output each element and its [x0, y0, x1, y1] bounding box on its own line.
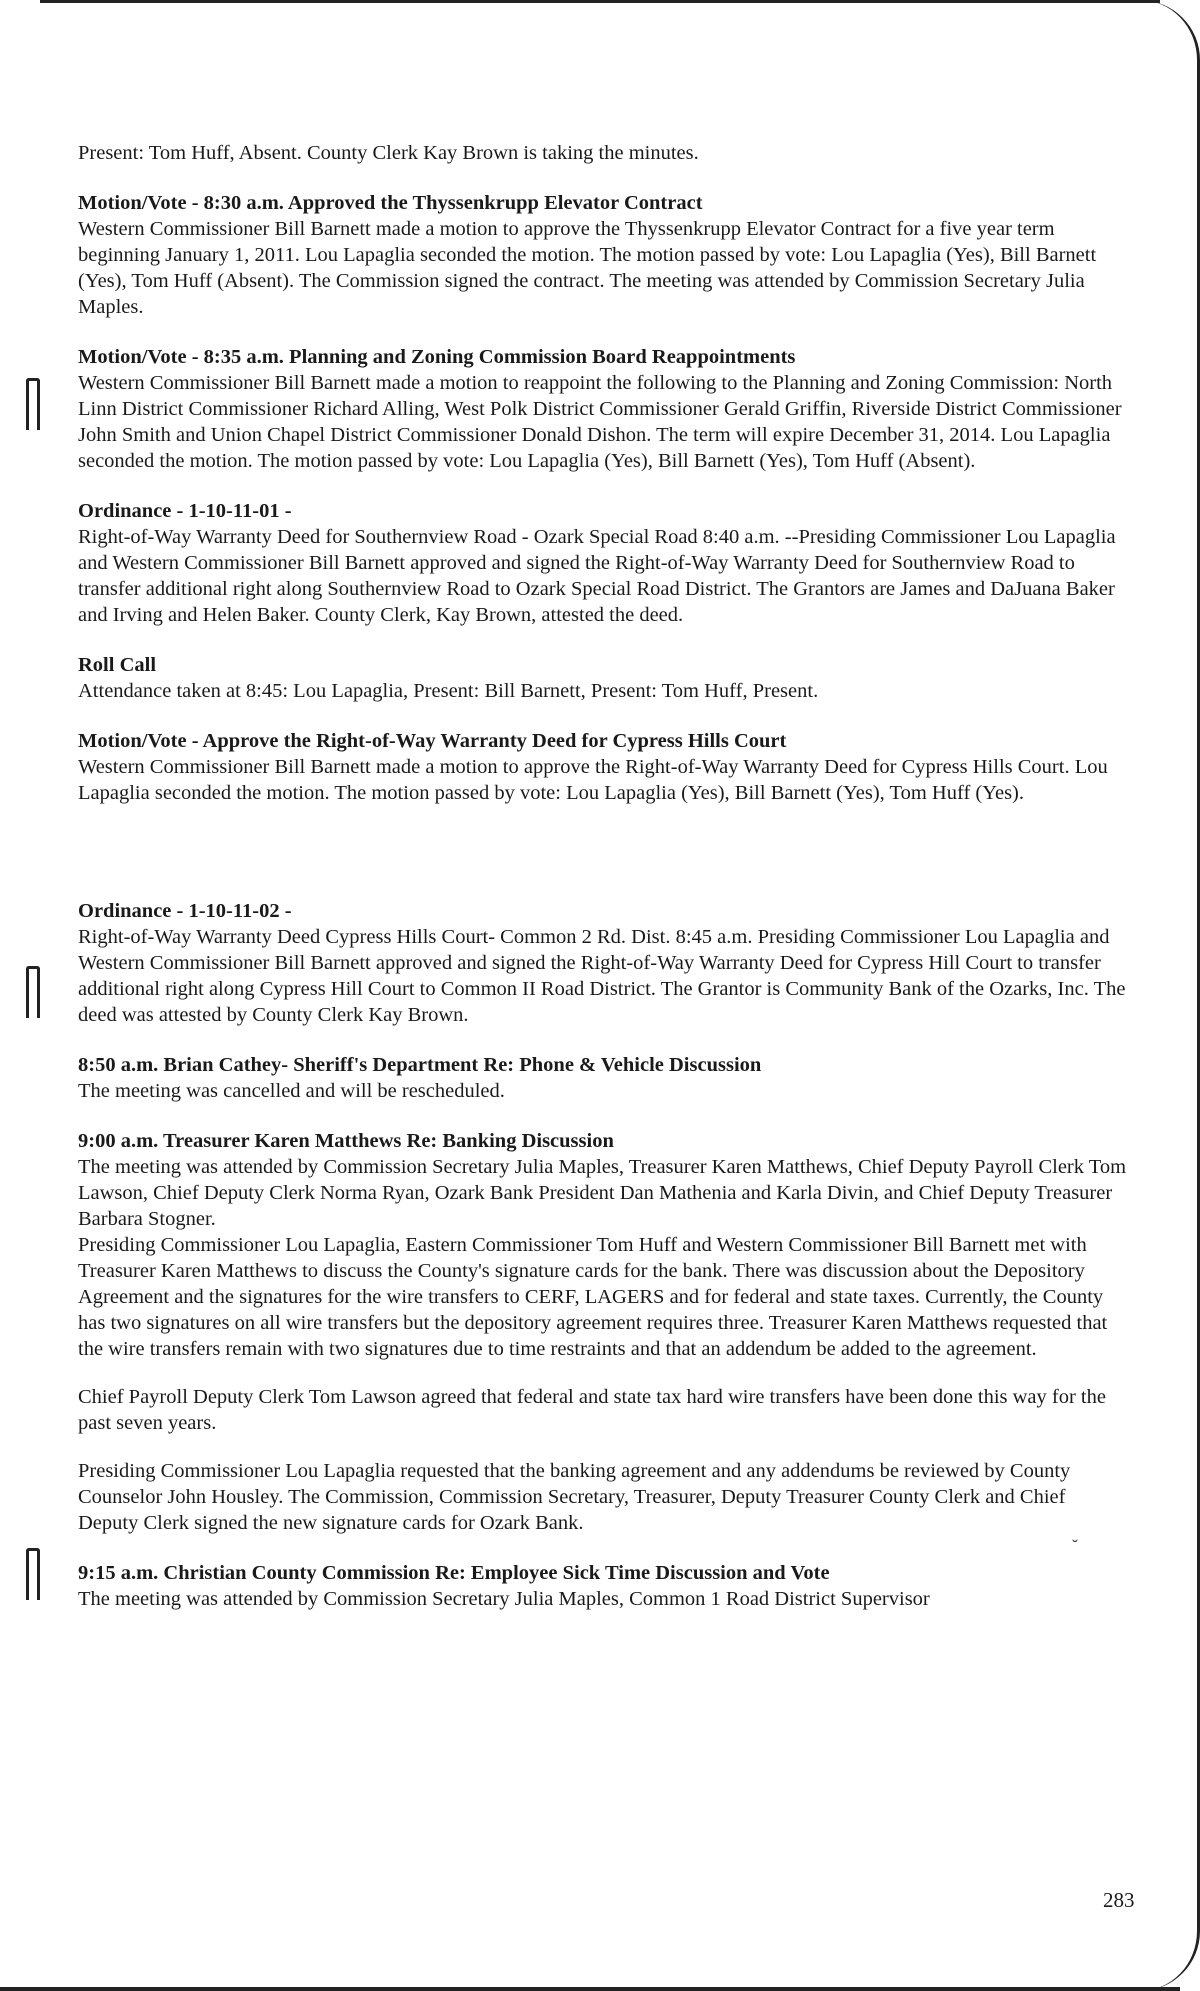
section-sheriff [78, 1052, 1128, 1104]
section-paragraph: Attendance taken at 8:45: Lou Lapaglia, Present: Bill Barnett, Present: Tom Huff, Present. [78, 680, 819, 702]
section-cypress-hills-vote [78, 728, 1128, 806]
section-paragraph: The meeting was attended by Commission Secretary Julia Maples, Common 1 Road District Supervisor [78, 1588, 930, 1610]
minutes-body [78, 140, 1128, 1636]
section-ordinance-02 [78, 898, 1128, 1028]
section-paragraph: Right-of-Way Warranty Deed Cypress Hills Court- Common 2 Rd. Dist. 8:45 a.m. Presiding Commissioner Lou Lapaglia and Western Commissioner Bill Barnett approved and signed the Right-of-Way Warranty Deed for Cypress Hill Court to transfer additional right along Cypress Hill Court to Common II Road District. The Grantor is Community Bank of the Ozarks, Inc. The deed was attested by County Clerk Kay Brown. [78, 926, 1126, 1026]
pen-mark: ˘ [1072, 1536, 1078, 1556]
section-planning-zoning [78, 344, 1128, 474]
section-banking [78, 1128, 1128, 1536]
section-paragraph: Western Commissioner Bill Barnett made a motion to reappoint the following to the Planning and Zoning Commission: North Linn District Commissioner Richard Alling, West Polk District Commissioner Gerald Griffin, Riverside District Commissioner John Smith and Union Chapel District Commissioner Donald Dishon. The term will expire December 31, 2014. Lou Lapaglia seconded the motion. The motion passed by vote: Lou Lapaglia (Yes), Bill Barnett (Yes), Tom Huff (Absent). [78, 372, 1122, 472]
page-top-edge [40, 0, 1160, 3]
section-heading: 9:00 a.m. Treasurer Karen Matthews Re: Banking Discussion [78, 1130, 614, 1152]
section-heading: Ordinance - 1-10-11-01 - [78, 500, 292, 522]
intro-text: Present: Tom Huff, Absent. County Clerk Kay Brown is taking the minutes. [78, 142, 699, 164]
margin-bracket-mark [26, 1548, 40, 1600]
section-paragraph: Presiding Commissioner Lou Lapaglia requested that the banking agreement and any addendums be reviewed by County Counselor John Housley. The Commission, Commission Secretary, Treasurer, Deputy Treasurer County Clerk and Chief Deputy Clerk signed the new signature cards for Ozark Bank. [78, 1460, 1071, 1534]
section-sick-time [78, 1560, 1128, 1612]
margin-bracket-mark [26, 378, 40, 430]
section-paragraph: The meeting was cancelled and will be rescheduled. [78, 1080, 505, 1102]
margin-bracket-mark [26, 966, 40, 1018]
section-paragraph: Western Commissioner Bill Barnett made a motion to approve the Thyssenkrupp Elevator Contract for a five year term beginning January 1, 2011. Lou Lapaglia seconded the motion. The motion passed by vote: Lou Lapaglia (Yes), Bill Barnett (Yes), Tom Huff (Absent). The Commission signed the contract. The meeting was attended by Commission Secretary Julia Maples. [78, 218, 1097, 318]
section-heading: Motion/Vote - 8:30 a.m. Approved the Thyssenkrupp Elevator Contract [78, 192, 703, 214]
section-paragraph: Western Commissioner Bill Barnett made a motion to approve the Right-of-Way Warranty Deed for Cypress Hills Court. Lou Lapaglia seconded the motion. The motion passed by vote: Lou Lapaglia (Yes), Bill Barnett (Yes), Tom Huff (Yes). [78, 756, 1108, 804]
section-elevator-contract [78, 190, 1128, 320]
page-number: 283 [1103, 1888, 1135, 1912]
section-roll-call [78, 652, 1128, 704]
section-heading: 8:50 a.m. Brian Cathey- Sheriff's Department Re: Phone & Vehicle Discussion [78, 1054, 762, 1076]
section-heading: Ordinance - 1-10-11-02 - [78, 900, 292, 922]
section-paragraph: The meeting was attended by Commission Secretary Julia Maples, Treasurer Karen Matthews, Chief Deputy Payroll Clerk Tom Lawson, Chief Deputy Clerk Norma Ryan, Ozark Bank President Dan Mathenia and Karla Divin, and Chief Deputy Treasurer Barbara Stogner. [78, 1156, 1127, 1230]
section-heading: Motion/Vote - 8:35 a.m. Planning and Zoning Commission Board Reappointments [78, 346, 796, 368]
section-ordinance-01 [78, 498, 1128, 628]
section-paragraph: Chief Payroll Deputy Clerk Tom Lawson agreed that federal and state tax hard wire transfers have been done this way for the past seven years. [78, 1386, 1106, 1434]
section-paragraph: Right-of-Way Warranty Deed for Southernview Road - Ozark Special Road 8:40 a.m. --Presiding Commissioner Lou Lapaglia and Western Commissioner Bill Barnett approved and signed the Right-of-Way Warranty Deed for Southernview Road to transfer additional right along Southernview Road to Ozark Special Road District. The Grantors are James and DaJuana Baker and Irving and Helen Baker. County Clerk, Kay Brown, attested the deed. [78, 526, 1116, 626]
intro-section [78, 140, 1128, 166]
section-paragraph: Presiding Commissioner Lou Lapaglia, Eastern Commissioner Tom Huff and Western Commissioner Bill Barnett met with Treasurer Karen Matthews to discuss the County's signature cards for the bank. There was discussion about the Depository Agreement and the signatures for the wire transfers to CERF, LAGERS and for federal and state taxes. Currently, the County has two signatures on all wire transfers but the depository agreement requires three. Treasurer Karen Matthews requested that the wire transfers remain with two signatures due to time restraints and that an addendum be added to the agreement. [78, 1234, 1108, 1360]
section-heading: Roll Call [78, 654, 157, 676]
page-right-edge [1140, 0, 1200, 1991]
section-heading: Motion/Vote - Approve the Right-of-Way Warranty Deed for Cypress Hills Court [78, 730, 787, 752]
section-heading: 9:15 a.m. Christian County Commission Re: Employee Sick Time Discussion and Vote [78, 1562, 830, 1584]
page-bottom-edge [0, 1987, 1180, 1991]
